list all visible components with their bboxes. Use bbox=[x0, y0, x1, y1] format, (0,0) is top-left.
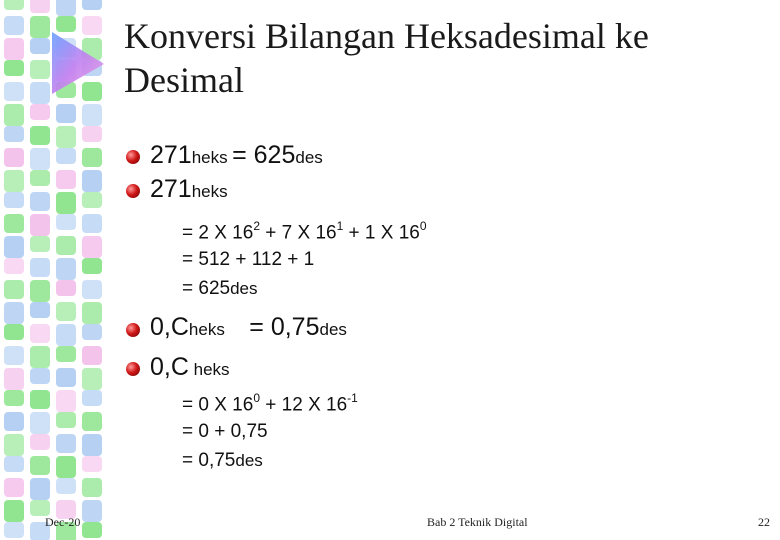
equals-075: = 0,75 bbox=[249, 313, 320, 341]
decorative-tile bbox=[30, 346, 50, 368]
subscript-heks: heks bbox=[191, 182, 228, 201]
bullet-icon bbox=[126, 323, 140, 337]
decorative-tile bbox=[82, 522, 102, 538]
subscript-des: des bbox=[230, 279, 258, 298]
decorative-tile bbox=[56, 368, 76, 387]
decorative-tile bbox=[30, 324, 50, 343]
calc-term: + 1 X 16 bbox=[343, 222, 420, 244]
decorative-tile bbox=[82, 434, 102, 456]
decorative-tile bbox=[82, 104, 102, 126]
footer-center-text: Bab 2 Teknik Digital bbox=[427, 515, 528, 529]
decorative-tile bbox=[4, 192, 24, 208]
decorative-tile bbox=[82, 302, 102, 324]
decorative-tile bbox=[30, 500, 50, 516]
decorative-tile bbox=[30, 0, 50, 13]
exponent: 1 bbox=[336, 219, 344, 233]
number-0c: 0,C bbox=[150, 313, 189, 341]
calc-term: + 12 X 16 bbox=[260, 394, 348, 416]
decorative-tile bbox=[30, 60, 50, 79]
decorative-tile bbox=[30, 390, 50, 409]
decorative-tile bbox=[82, 236, 102, 258]
decorative-tile bbox=[30, 104, 50, 120]
decorative-tile bbox=[4, 38, 24, 60]
number-0c: 0,C bbox=[150, 353, 189, 381]
decorative-tile bbox=[4, 126, 24, 142]
decorative-tile bbox=[4, 368, 24, 390]
title-line-2: Desimal bbox=[124, 60, 244, 100]
subscript-des: des bbox=[235, 451, 263, 470]
decorative-tile bbox=[30, 192, 50, 211]
calc-result: = 625 bbox=[182, 278, 231, 299]
decorative-tile bbox=[30, 214, 50, 236]
calc-term: = 2 X 16 bbox=[182, 222, 254, 244]
subscript-heks: heks bbox=[191, 148, 228, 167]
decorative-tile bbox=[4, 302, 24, 324]
decorative-tile bbox=[4, 0, 24, 10]
decorative-tile bbox=[30, 280, 50, 302]
decorative-tile bbox=[30, 412, 50, 434]
decorative-tile bbox=[82, 368, 102, 390]
decorative-tile bbox=[56, 148, 76, 164]
decorative-tile bbox=[56, 390, 76, 412]
calc-term: + 7 X 16 bbox=[260, 222, 337, 244]
decorative-tile bbox=[4, 258, 24, 274]
subscript-heks: heks bbox=[188, 320, 225, 339]
decorative-tile bbox=[4, 500, 24, 522]
exponent: 0 bbox=[253, 391, 260, 405]
decorative-tile bbox=[4, 434, 24, 456]
decorative-tile bbox=[56, 258, 76, 280]
decorative-tile bbox=[30, 368, 50, 384]
decorative-tile bbox=[4, 60, 24, 76]
calc-line-2: = 512 + 112 + 1 bbox=[182, 249, 315, 270]
decorative-tile bbox=[82, 170, 102, 192]
exponent: -1 bbox=[347, 391, 358, 405]
decorative-tile bbox=[82, 390, 102, 406]
number-271: 271 bbox=[150, 141, 192, 169]
decorative-tile bbox=[82, 258, 102, 274]
decorative-tile bbox=[4, 456, 24, 472]
decorative-tile bbox=[82, 214, 102, 233]
decorative-tile bbox=[56, 192, 76, 214]
decorative-tile bbox=[56, 214, 76, 230]
equals-625: = 625 bbox=[232, 141, 296, 169]
calc-line-5: = 0 + 0,75 bbox=[182, 421, 268, 442]
decorative-tile bbox=[82, 456, 102, 472]
calc-line-3 bbox=[182, 278, 258, 300]
decorative-tile bbox=[56, 170, 76, 189]
calc-line-6 bbox=[182, 450, 263, 472]
decorative-tile bbox=[4, 16, 24, 35]
subscript-heks: heks bbox=[188, 360, 230, 379]
decorative-tile bbox=[82, 324, 102, 340]
decorative-tile bbox=[82, 192, 102, 208]
bullet-line-4 bbox=[150, 353, 230, 382]
decorative-tile bbox=[30, 434, 50, 450]
decorative-tile bbox=[56, 478, 76, 494]
calc-term: = 0 X 16 bbox=[182, 394, 254, 416]
calc-line-1 bbox=[182, 220, 427, 244]
bullet-line-3 bbox=[150, 313, 347, 342]
bullet-icon bbox=[126, 362, 140, 376]
decorative-tile bbox=[82, 126, 102, 142]
decorative-tile bbox=[4, 412, 24, 431]
decorative-tile bbox=[82, 0, 102, 10]
decorative-tile bbox=[30, 302, 50, 318]
exponent: 2 bbox=[253, 219, 260, 233]
decorative-tile bbox=[4, 148, 24, 167]
decorative-tile bbox=[82, 346, 102, 365]
decorative-tile bbox=[56, 280, 76, 296]
decorative-tile bbox=[56, 302, 76, 321]
decorative-tile bbox=[30, 456, 50, 475]
number-271: 271 bbox=[150, 175, 192, 203]
decorative-tile bbox=[56, 434, 76, 453]
decorative-tile bbox=[56, 126, 76, 148]
bullet-icon bbox=[126, 184, 140, 198]
subscript-des: des bbox=[319, 320, 347, 339]
decorative-tile bbox=[56, 324, 76, 346]
footer-date: Dec-20 bbox=[45, 515, 81, 529]
title-line-1: Konversi Bilangan Heksadesimal ke bbox=[124, 16, 649, 56]
decorative-tile bbox=[56, 236, 76, 255]
decorative-tile bbox=[4, 390, 24, 406]
decorative-tile bbox=[30, 126, 50, 145]
decorative-tile bbox=[30, 258, 50, 277]
decorative-tile bbox=[82, 478, 102, 497]
decorative-tile bbox=[4, 214, 24, 233]
bullet-line-1 bbox=[150, 141, 323, 170]
slide-title bbox=[124, 14, 764, 102]
exponent: 0 bbox=[419, 219, 427, 233]
bullet-line-2 bbox=[150, 175, 228, 204]
decorative-tile bbox=[56, 456, 76, 478]
decorative-tile bbox=[82, 148, 102, 167]
decorative-tile bbox=[56, 104, 76, 123]
decorative-tile bbox=[30, 478, 50, 500]
decorative-tile bbox=[82, 280, 102, 299]
subscript-des: des bbox=[295, 148, 323, 167]
decorative-tile bbox=[56, 0, 76, 16]
calc-line-4 bbox=[182, 392, 358, 416]
decorative-tile bbox=[4, 104, 24, 126]
decorative-tile bbox=[82, 412, 102, 431]
decorative-tile bbox=[30, 16, 50, 38]
triangle-arrow-icon bbox=[50, 30, 106, 96]
decorative-tile bbox=[4, 478, 24, 497]
decorative-tile bbox=[4, 170, 24, 192]
decorative-tile bbox=[4, 82, 24, 101]
decorative-tile bbox=[4, 346, 24, 365]
decorative-tile bbox=[4, 522, 24, 538]
decorative-tile bbox=[4, 280, 24, 299]
footer-page-number: 22 bbox=[758, 515, 770, 529]
decorative-tile bbox=[30, 170, 50, 186]
decorative-tile bbox=[82, 500, 102, 522]
decorative-tile bbox=[30, 38, 50, 54]
calc-result: = 0,75 bbox=[182, 450, 236, 471]
decorative-tile bbox=[30, 148, 50, 170]
decorative-tile bbox=[30, 82, 50, 104]
decorative-tile bbox=[4, 324, 24, 340]
decorative-tile bbox=[56, 346, 76, 362]
bullet-icon bbox=[126, 150, 140, 164]
decorative-tile bbox=[56, 412, 76, 428]
decorative-tile bbox=[4, 236, 24, 258]
decorative-tile bbox=[30, 236, 50, 252]
